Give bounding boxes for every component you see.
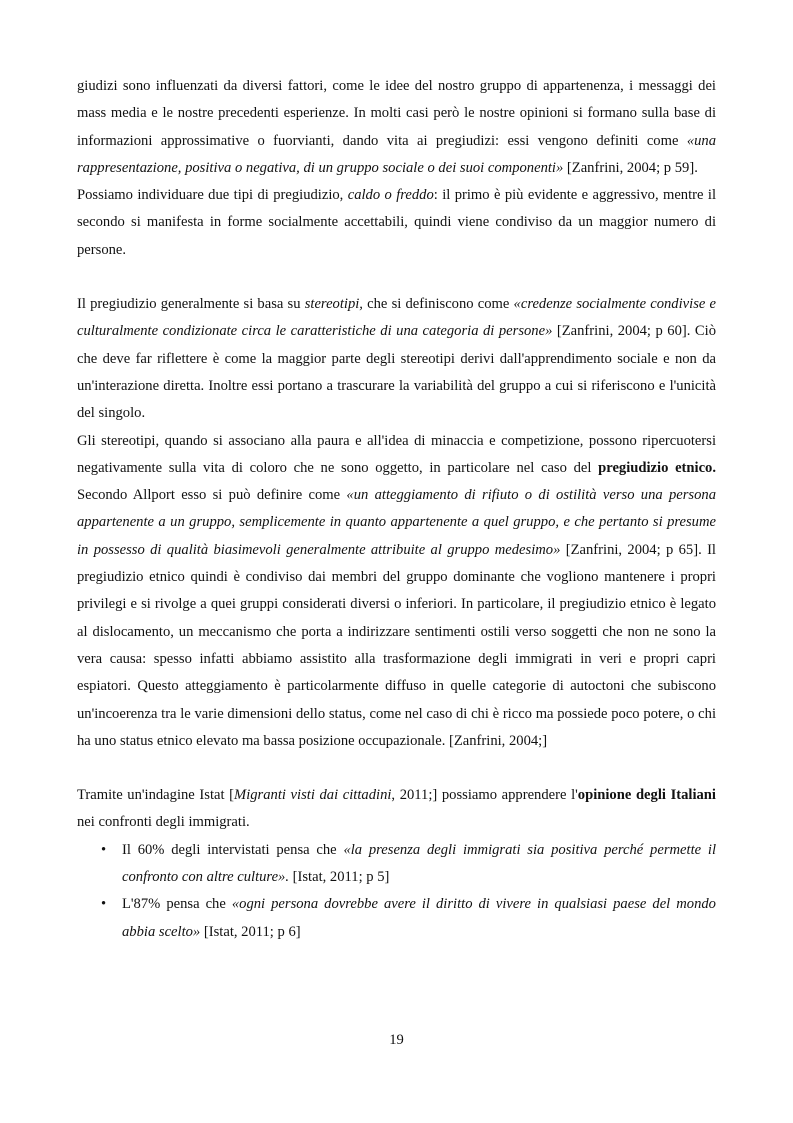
bullet-icon: • xyxy=(101,841,107,858)
quote: «un atteggiamento di rifiuto o di ostilità verso una persona appartenente a un gruppo, semplicemente in quanto appartenente a quel gruppo, e che pertanto si presume in possesso di qualità biasimevoli generalmente attribuite al gruppo medesimo» xyxy=(77,487,716,558)
text-run: L'87% pensa che xyxy=(122,896,232,913)
quote: «una rappresentazione, positiva o negativa, di un gruppo sociale o dei suoi componenti» xyxy=(77,132,716,176)
bold-term: opinione degli Italiani xyxy=(577,787,716,804)
bold-term: pregiudizio etnico. xyxy=(598,459,717,476)
citation: [Zanfrini, 2004; p 59]. xyxy=(563,159,698,176)
paragraph-pregiudizio-etnico xyxy=(77,428,716,756)
text-run: nei confronti degli immigrati. xyxy=(77,814,250,831)
text-run: , 2011;] possiamo apprendere l' xyxy=(391,787,578,804)
text-run: Tramite un'indagine Istat [ xyxy=(77,787,235,804)
italic-term: caldo o freddo xyxy=(347,187,434,204)
text-run: Secondo Allport esso si può definire come xyxy=(77,487,347,504)
paragraph-gap xyxy=(77,755,716,782)
bullet-icon: • xyxy=(101,896,107,913)
paragraph-gap xyxy=(77,264,716,291)
text-run: giudizi sono influenzati da diversi fattori, come le idee del nostro gruppo di appartenenza, i messaggi dei mass media e le nostre precedenti esperienze. In molti casi però le nostre opinioni si formano sulla base di informazioni approssimative o fuorvianti, dando vita ai pregiudizi: essi vengono definiti come xyxy=(77,78,716,149)
italic-term: stereotipi, xyxy=(304,296,363,313)
text-run: che si definiscono come xyxy=(362,296,514,313)
list-item xyxy=(77,837,716,892)
text-run: Possiamo individuare due tipi di pregiudizio, xyxy=(77,187,348,204)
text-run: : il primo è più evidente e aggressivo, mentre il secondo si manifesta in forme socialmente accettabili, quindi viene condiviso da un maggior numero di persone. xyxy=(77,187,716,258)
paragraph-tipi-pregiudizio xyxy=(77,182,716,264)
list-item xyxy=(77,891,716,946)
text-run: Gli stereotipi, quando si associano alla paura e all'idea di minaccia e competizione, possono ripercuotersi negativamente sulla vita di coloro che ne sono oggetto, in particolare nel caso del xyxy=(77,432,716,476)
quote: «credenze socialmente condivise e culturalmente condizionate circa le caratteristiche di una categoria di persone» xyxy=(77,296,717,340)
paragraph-istat xyxy=(77,782,716,837)
paragraph-pregiudizi xyxy=(77,73,716,182)
quote: «la presenza degli immigrati sia positiva perché permette il confronto con altre culture». xyxy=(122,841,716,886)
citation: [Istat, 2011; p 5] xyxy=(289,869,390,886)
bullet-list xyxy=(77,837,716,946)
italic-title: Migranti visti dai cittadini xyxy=(234,787,392,804)
citation: [Istat, 2011; p 6] xyxy=(200,923,301,940)
text-run: [Zanfrini, 2004; p 65]. Il pregiudizio etnico quindi è condiviso dai membri del gruppo dominante che vogliono mantenere i propri privilegi e si rivolge a quei gruppi considerati diversi o inferiori. In particolare, il pregiudizio etnico è legato al dislocamento, un meccanismo che porta a indirizzare sentimenti ostili verso soggetti che non ne sono la vera causa: spesso infatti abbiamo assistito alla trasformazione degli immigrati in veri e propri capri espiatori. Questo atteggiamento è particolarmente diffuso in quelle categorie di autoctoni che subiscono un'incoerenza tra le varie dimensioni dello status, come nel caso di chi è ricco ma possiede poco potere, o chi ha uno status etnico elevato ma bassa posizione occupazionale. [Zanfrini, 2004;] xyxy=(77,541,716,749)
paragraph-stereotipi xyxy=(77,291,716,427)
text-run: Il 60% degli intervistati pensa che xyxy=(122,841,344,858)
text-run: [Zanfrini, 2004; p 60]. Ciò che deve far riflettere è come la maggior parte degli stereotipi derivi dall'apprendimento sociale e non da un'interazione diretta. Inoltre essi portano a trascurare la variabilità del gruppo a cui si riferiscono e l'unicità del singolo. xyxy=(77,323,716,422)
body-text xyxy=(77,73,716,946)
page-number: 19 xyxy=(389,1032,404,1048)
quote: «ogni persona dovrebbe avere il diritto di vivere in qualsiasi paese del mondo abbia scelto» xyxy=(122,896,716,940)
text-run: Il pregiudizio generalmente si basa su xyxy=(77,296,305,313)
